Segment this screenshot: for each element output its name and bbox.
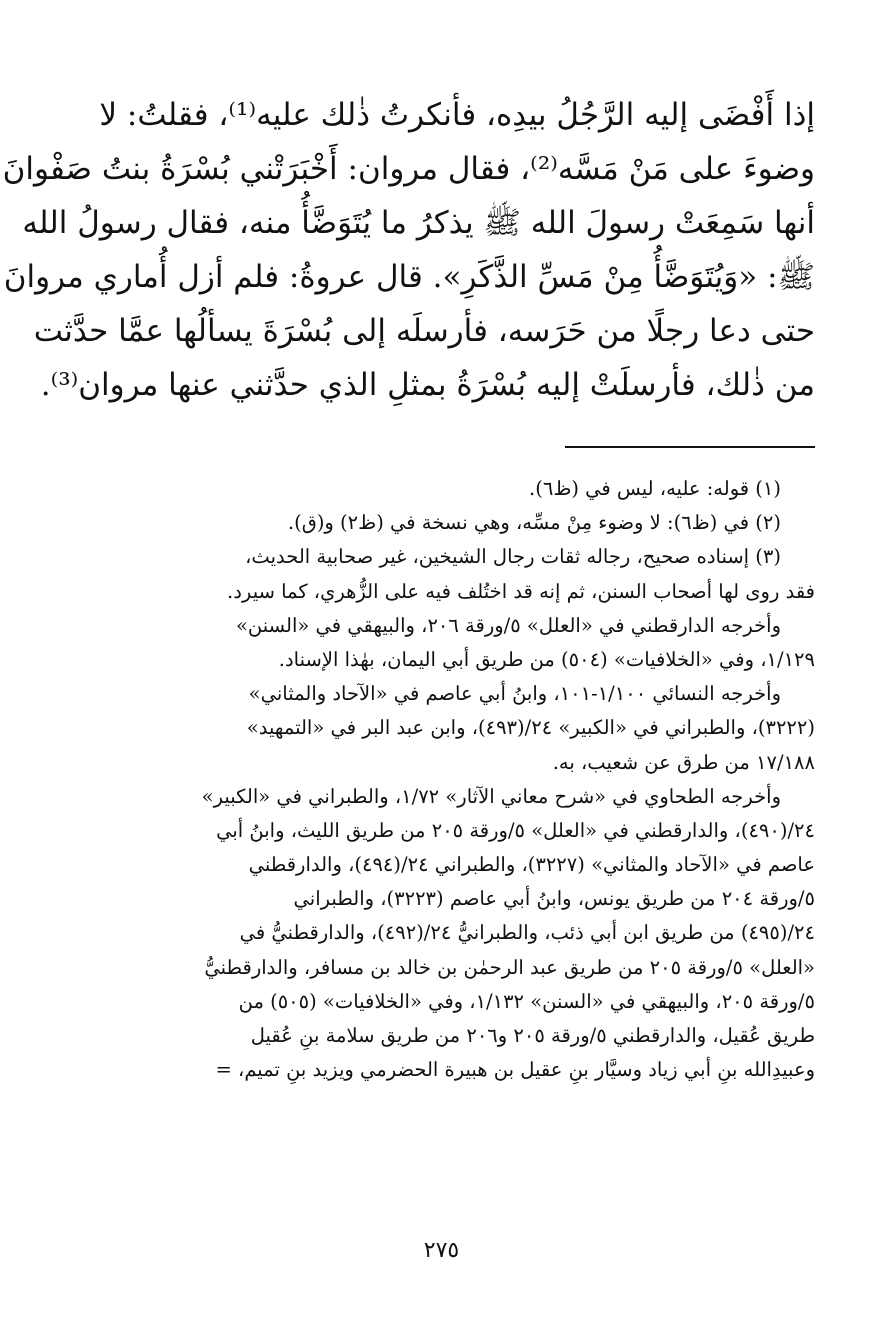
footnote-line: وأخرجه الطحاوي في «شرح معاني الآثار» ١/٧٢، والطبراني في «الكبير» — [201, 784, 781, 808]
footnote-line: وأخرجه النسائي ١/١٠٠-١٠١، وابنُ أبي عاصم في «الآحاد والمثاني» — [248, 682, 781, 706]
footnote-line: ٥/ورقة ٢٠٥، والبيهقي في «السنن» ١/١٣٢، وفي «الخلافيات» (٥٠٥) من — [238, 989, 815, 1013]
footnote-line: وأخرجه الدارقطني في «العلل» ٥/ورقة ٢٠٦، والبيهقي في «السنن» — [235, 613, 781, 637]
footnote-line: (٣) إسناده صحيح، رجاله ثقات رجال الشيخين، غير صحابية الحديث، — [245, 545, 781, 569]
main-text-line: من ذٰلك، فأرسلَتْ إليه بُسْرَةُ بمثلِ الذي حدَّثني عنها مروان⁽³⁾. — [40, 367, 815, 403]
main-text-line: وضوءَ على مَنْ مَسَّه⁽²⁾، فقال مروان: أَخْبَرَتْني بُسْرَةُ بنتُ صَفْوانَ — [2, 151, 815, 187]
main-text-block — [2, 88, 815, 412]
footnote-line: ٢٤/(٤٩٥) من طريق ابن أبي ذئب، والطبرانيُّ ٢٤/(٤٩٢)، والدارقطنيُّ في — [239, 921, 815, 945]
page-number: ٢٧٥ — [423, 1238, 460, 1263]
footnote-line: ١٧/١٨٨ من طرق عن شعيب، به. — [552, 750, 815, 774]
footnote-line: (١) قوله: عليه، ليس في (ظ٦). — [529, 477, 781, 500]
main-text-line: ﷺ: «وَيُتَوَضَّأُ مِنْ مَسِّ الذَّكَرِ». قال عروةُ: فلم أزل أُماري مروانَ — [3, 259, 815, 295]
footnote-line: ١/١٢٩، وفي «الخلافيات» (٥٠٤) من طريق أبي اليمان، بهٰذا الإسناد. — [278, 647, 815, 671]
main-text-line: إذا أَفْضَى إليه الرَّجُلُ بيدِه، فأنكرتُ ذٰلك عليه⁽¹⁾، فقلتُ: لا — [99, 97, 815, 133]
main-text-line: حتى دعا رجلًا من حَرَسه، فأرسلَه إلى بُسْرَةَ يسألُها عمَّا حدَّثت — [33, 313, 815, 349]
footnote-separator — [565, 446, 815, 448]
main-text-line: أنها سَمِعَتْ رسولَ الله ﷺ يذكرُ ما يُتَوَضَّأُ منه، فقال رسولُ الله — [22, 205, 815, 241]
footnote-line: «العلل» ٥/ورقة ٢٠٥ من طريق عبد الرحمٰن بن خالد بن مسافر، والدارقطنيُّ — [204, 955, 815, 979]
footnote-line: ٢٤/(٤٩٠)، والدارقطني في «العلل» ٥/ورقة ٢٠٥ من طريق الليث، وابنُ أبي — [216, 818, 815, 842]
footnote-line: طريق عُقيل، والدارقطني ٥/ورقة ٢٠٥ و٢٠٦ من طريق سلامة بنِ عُقيل — [250, 1024, 815, 1047]
footnote-line: ٥/ورقة ٢٠٤ من طريق يونس، وابنُ أبي عاصم (٣٢٢٣)، والطبراني — [293, 887, 815, 911]
footnotes-block — [65, 472, 815, 1087]
footnote-line: (٢) في (ظ٦): لا وضوء مِنْ مسِّه، وهي نسخة في (ظ٢) و(ق). — [287, 511, 781, 535]
footnote-line: عاصم في «الآحاد والمثاني» (٣٢٢٧)، والطبراني ٢٤/(٤٩٤)، والدارقطني — [248, 853, 815, 877]
footnote-line: فقد روى لها أصحاب السنن، ثم إنه قد اختُلف فيه على الزُّهري، كما سيرد. — [227, 579, 815, 603]
footnote-line: وعبيدِالله بنِ أبي زياد وسيَّار بنِ عقيل بن هبيرة الحضرمي ويزيد بنِ تميم، = — [215, 1058, 815, 1082]
footnote-line: (٣٢٢٢)، والطبراني في «الكبير» ٢٤/(٤٩٣)، وابن عبد البر في «التمهيد» — [246, 716, 815, 740]
